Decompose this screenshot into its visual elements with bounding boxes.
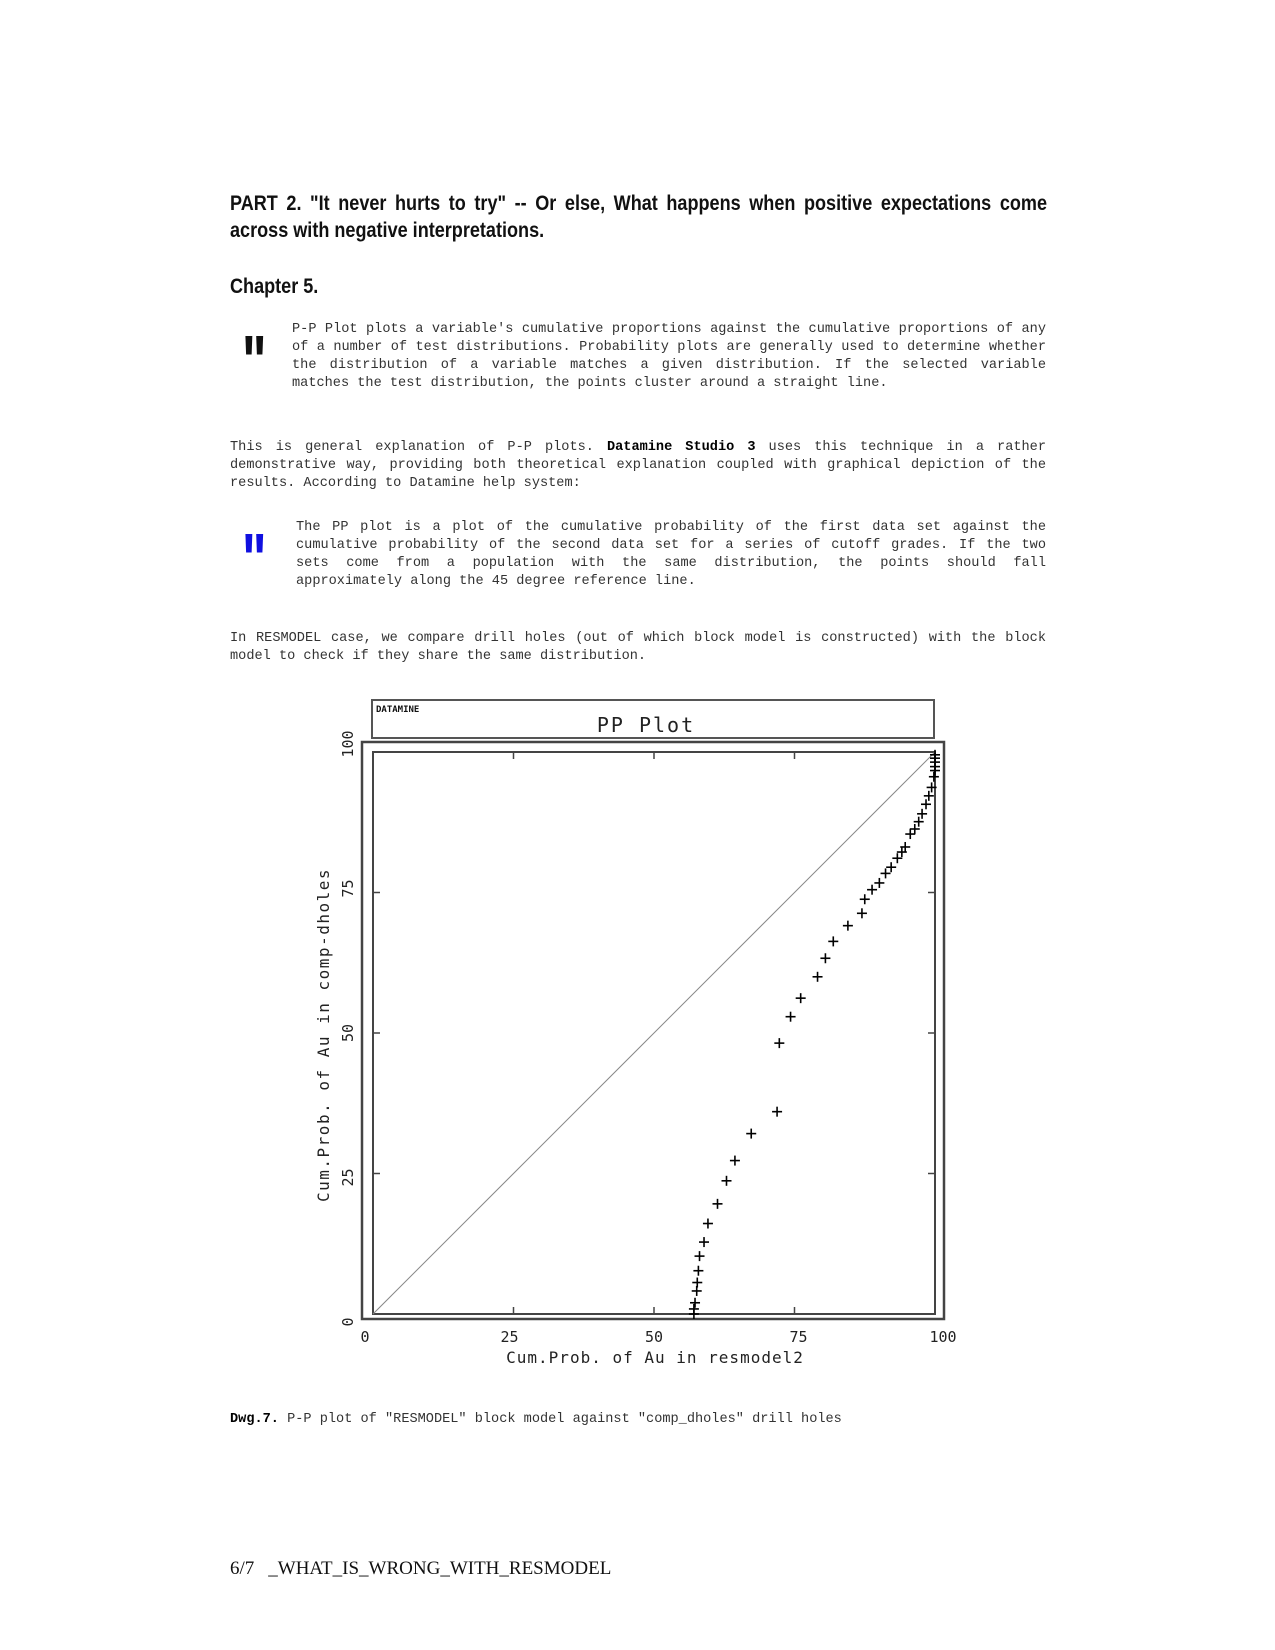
chart-title: PP Plot [596, 713, 696, 737]
caption-text: P-P plot of "RESMODEL" block model against "comp_dholes" drill holes [278, 1412, 842, 1427]
part-heading: PART 2. "It never hurts to try" -- Or else, What happens when positive expectations come across with negative interpretations. [230, 192, 1047, 242]
y-tick-label: 50 [339, 1023, 357, 1043]
x-tick-label: 50 [644, 1328, 664, 1346]
caption-label: Dwg.7. [230, 1412, 279, 1427]
x-tick-label: 100 [929, 1328, 957, 1346]
page-footer [230, 1558, 611, 1580]
quote-mark-icon: " [242, 518, 267, 601]
x-tick-label: 25 [500, 1328, 519, 1346]
document-title: _WHAT_IS_WRONG_WITH_RESMODEL [268, 1558, 612, 1579]
outer-frame [362, 742, 944, 1319]
x-tick-label: 75 [789, 1328, 808, 1346]
datamine-brand: DATAMINE [376, 705, 420, 715]
quote-text: P-P Plot plots a variable's cumulative proportions against the cumulative proportions of any of a number of test distributions. Probability plots are generally used to determine whether the distribution of a variable matches a given distribution. If the selected variable matches the test distribution, the points cluster around a straight line. [292, 322, 1046, 391]
y-tick-label: 25 [339, 1168, 357, 1187]
y-tick-label: 75 [339, 879, 357, 898]
figure-caption [230, 1412, 1046, 1427]
product-name: Datamine Studio 3 [606, 440, 756, 455]
y-tick-label: 100 [339, 730, 357, 758]
y-axis-label: Cum.Prob. of Au in comp-dholes [314, 868, 333, 1202]
chapter-heading: Chapter 5. [230, 275, 319, 298]
intro-text-before: This is general explanation of P-P plots. [230, 440, 607, 455]
page-number: 6/7 [230, 1558, 255, 1579]
y-tick-label: 0 [339, 1317, 357, 1327]
pp-plot-svg [310, 695, 970, 1375]
x-axis-label: Cum.Prob. of Au in resmodel2 [506, 1348, 804, 1367]
quote-block-datamine-help [230, 518, 1046, 601]
quote-text: The PP plot is a plot of the cumulative probability of the first data set against the cumulative probability of the second data set for a series of cutoff grades. If the two sets come from a population with the same distribution, the points should fall approximately along the 45 degree reference line. [296, 520, 1046, 589]
quote-block-ppplot-definition [230, 320, 1046, 403]
pp-plot-chart [310, 695, 970, 1375]
x-tick-label: 0 [360, 1328, 370, 1346]
resmodel-paragraph: In RESMODEL case, we compare drill holes (out of which block model is constructed) with the block model to check if they share the same distribution. [230, 631, 1046, 664]
quote-mark-icon: " [242, 320, 267, 403]
intro-text-after: uses this technique in a rather demonstrative way, providing both theoretical explanation coupled with graphical depiction of the results. According to Datamine help system: [230, 440, 1046, 491]
intro-paragraph [230, 439, 1046, 493]
